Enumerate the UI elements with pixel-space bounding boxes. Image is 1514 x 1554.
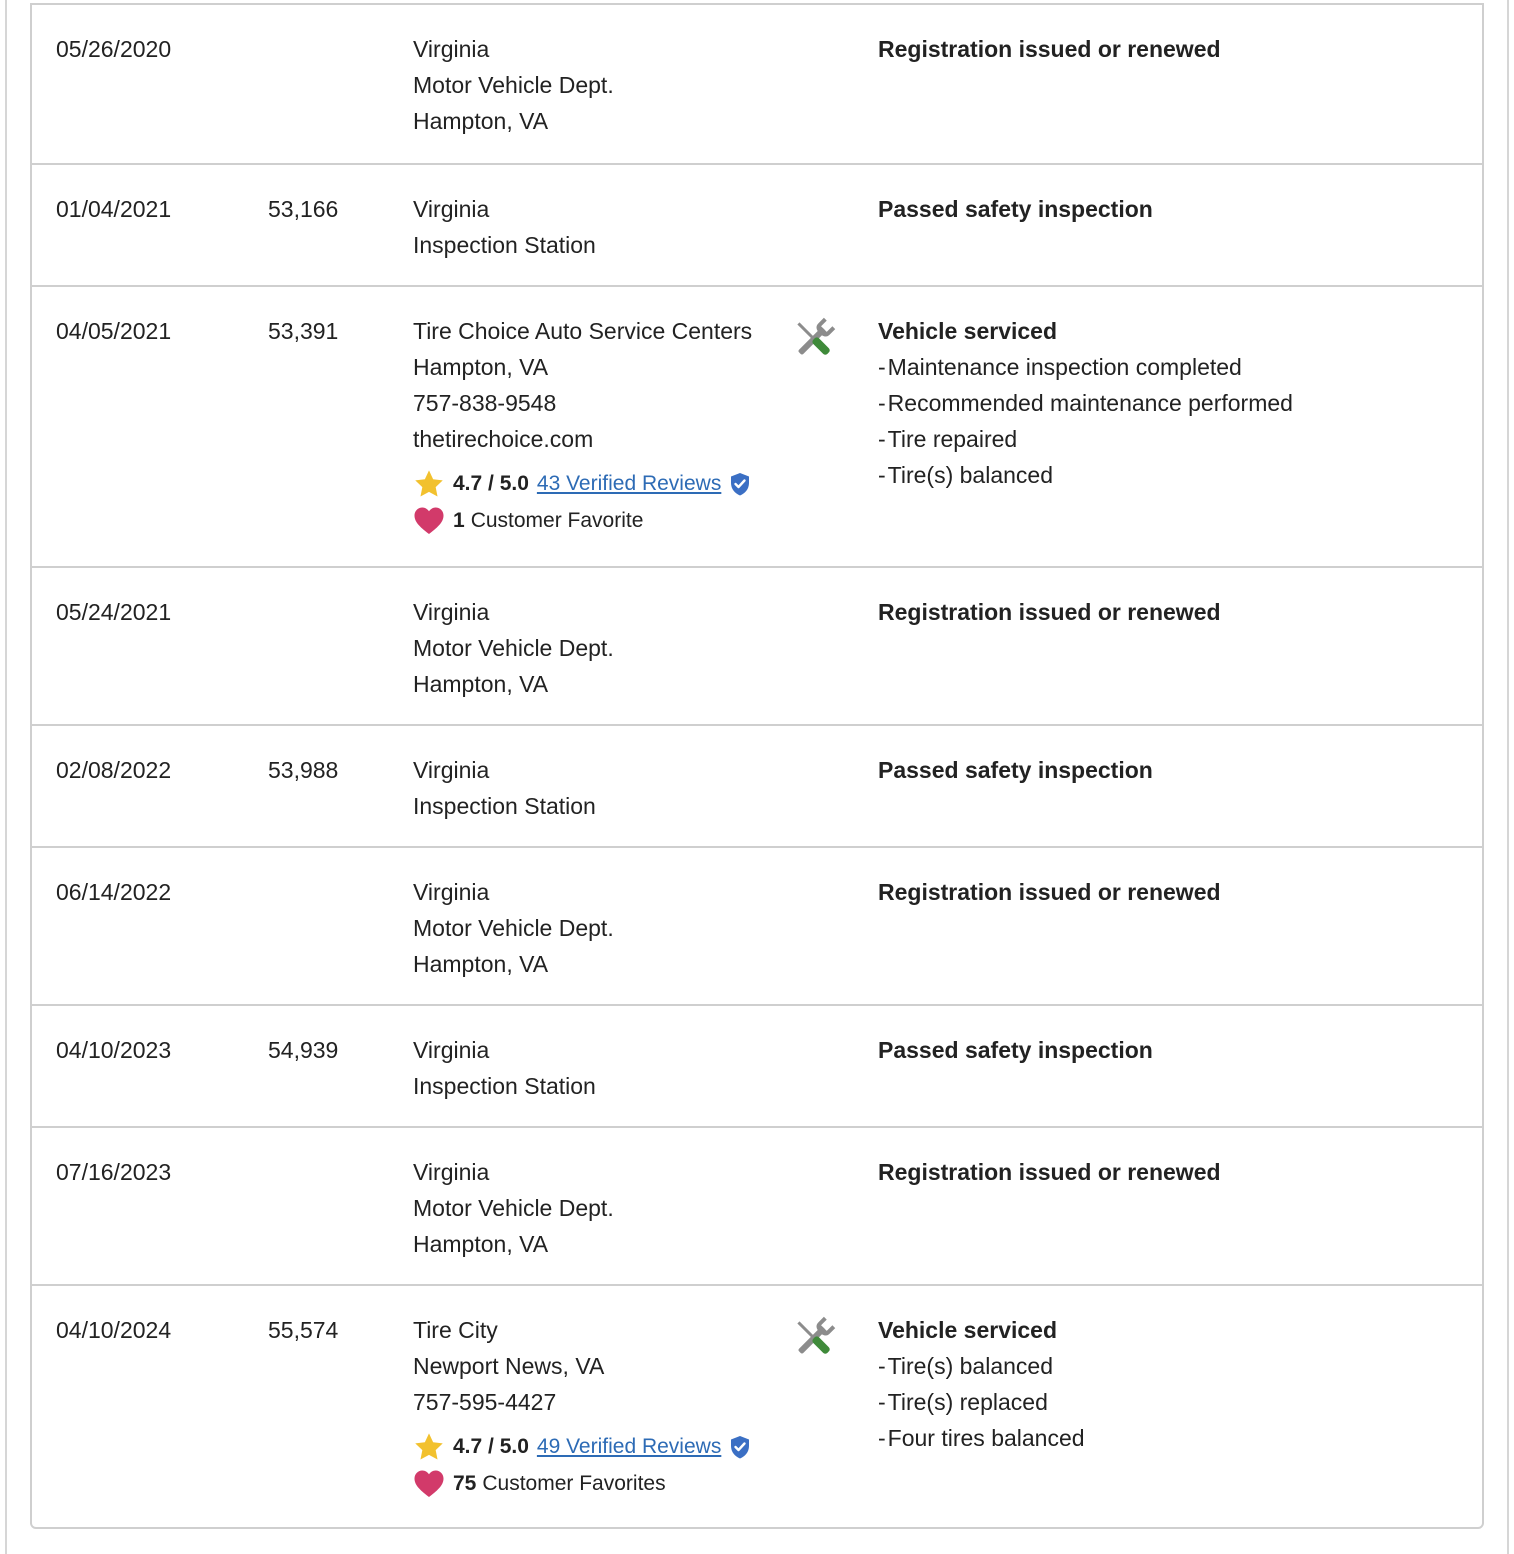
source-line: Motor Vehicle Dept. [413, 72, 614, 98]
record-source [413, 1154, 793, 1262]
history-row [32, 848, 1482, 1006]
record-title: Vehicle serviced [878, 318, 1058, 344]
record-details [878, 313, 1478, 493]
history-row [32, 1286, 1482, 1529]
source-line: Virginia [413, 599, 490, 625]
shop-website: thetirechoice.com [413, 426, 594, 452]
source-line: Virginia [413, 36, 490, 62]
vehicle-history-table [30, 3, 1484, 1529]
star-icon [413, 468, 445, 500]
record-source [413, 594, 793, 702]
record-date: 07/16/2023 [56, 1159, 172, 1185]
customer-favorite [413, 501, 793, 541]
source-line: Virginia [413, 1159, 490, 1185]
source-line: Virginia [413, 879, 490, 905]
record-details [878, 31, 1478, 67]
rating-value: 4.7 / 5.0 [453, 472, 529, 495]
source-line: Virginia [413, 196, 490, 222]
record-mileage: 53,391 [268, 318, 339, 344]
source-line: Hampton, VA [413, 951, 549, 977]
wrench-screwdriver-icon [790, 1314, 838, 1362]
wrench-screwdriver-icon [790, 315, 838, 363]
record-mileage: 53,166 [268, 196, 339, 222]
rating-value: 4.7 / 5.0 [453, 1435, 529, 1458]
history-row [32, 568, 1482, 726]
record-title: Registration issued or renewed [878, 879, 1221, 905]
record-title: Vehicle serviced [878, 1317, 1058, 1343]
shop-phone: 757-595-4427 [413, 1389, 557, 1415]
record-title: Registration issued or renewed [878, 36, 1221, 62]
shop-rating [413, 1430, 793, 1464]
record-title: Registration issued or renewed [878, 599, 1221, 625]
record-date: 04/05/2021 [56, 318, 172, 344]
record-date: 06/14/2022 [56, 879, 172, 905]
history-row [32, 726, 1482, 848]
service-item: - Tire repaired [878, 421, 1478, 457]
shop-name: Tire Choice Auto Service Centers [413, 318, 753, 344]
source-line: Motor Vehicle Dept. [413, 635, 614, 661]
record-details [878, 191, 1478, 227]
verified-reviews-link[interactable]: 43 Verified Reviews [536, 472, 722, 495]
service-item: - Tire(s) balanced [878, 1348, 1478, 1384]
star-icon [413, 1431, 445, 1463]
favorite-label: Customer Favorite [470, 509, 644, 532]
service-item: - Recommended maintenance performed [878, 385, 1478, 421]
record-source [413, 874, 793, 982]
record-date: 02/08/2022 [56, 757, 172, 783]
record-title: Passed safety inspection [878, 196, 1153, 222]
record-source [413, 31, 793, 139]
record-details [878, 1032, 1478, 1068]
record-date: 04/10/2024 [56, 1317, 172, 1343]
record-details [878, 1154, 1478, 1190]
record-title: Passed safety inspection [878, 757, 1153, 783]
record-title: Passed safety inspection [878, 1037, 1153, 1063]
shop-location: Hampton, VA [413, 354, 549, 380]
record-mileage: 54,939 [268, 1037, 339, 1063]
history-row [32, 1128, 1482, 1286]
record-source [413, 1032, 793, 1104]
verified-shield-icon [729, 1435, 751, 1459]
record-title: Registration issued or renewed [878, 1159, 1221, 1185]
source-line: Inspection Station [413, 232, 596, 258]
record-date: 05/24/2021 [56, 599, 172, 625]
record-source [413, 1312, 793, 1504]
shop-rating [413, 467, 793, 501]
favorite-label: Customer Favorites [482, 1472, 666, 1495]
history-row [32, 287, 1482, 568]
record-source [413, 752, 793, 824]
record-details [878, 594, 1478, 630]
record-details [878, 752, 1478, 788]
source-line: Hampton, VA [413, 1231, 549, 1257]
source-line: Hampton, VA [413, 108, 549, 134]
record-details [878, 1312, 1478, 1456]
verified-reviews-link[interactable]: 49 Verified Reviews [536, 1435, 722, 1458]
history-row [32, 5, 1482, 165]
shop-location: Newport News, VA [413, 1353, 605, 1379]
service-item: - Tire(s) balanced [878, 457, 1478, 493]
service-item: - Maintenance inspection completed [878, 349, 1478, 385]
record-source [413, 313, 793, 541]
source-line: Inspection Station [413, 793, 596, 819]
heart-icon [413, 506, 445, 536]
shop-phone: 757-838-9548 [413, 390, 557, 416]
record-date: 04/10/2023 [56, 1037, 172, 1063]
favorite-count: 75 [453, 1472, 477, 1495]
record-source [413, 191, 793, 263]
record-date: 05/26/2020 [56, 36, 172, 62]
heart-icon [413, 1469, 445, 1499]
record-mileage: 53,988 [268, 757, 339, 783]
source-line: Hampton, VA [413, 671, 549, 697]
shop-name: Tire City [413, 1317, 498, 1343]
service-item: - Tire(s) replaced [878, 1384, 1478, 1420]
source-line: Motor Vehicle Dept. [413, 915, 614, 941]
service-item: - Four tires balanced [878, 1420, 1478, 1456]
favorite-count: 1 [453, 509, 465, 532]
source-line: Motor Vehicle Dept. [413, 1195, 614, 1221]
source-line: Virginia [413, 1037, 490, 1063]
history-row [32, 165, 1482, 287]
history-row [32, 1006, 1482, 1128]
source-line: Virginia [413, 757, 490, 783]
source-line: Inspection Station [413, 1073, 596, 1099]
customer-favorite [413, 1464, 793, 1504]
record-mileage: 55,574 [268, 1317, 339, 1343]
verified-shield-icon [729, 472, 751, 496]
record-date: 01/04/2021 [56, 196, 172, 222]
record-details [878, 874, 1478, 910]
